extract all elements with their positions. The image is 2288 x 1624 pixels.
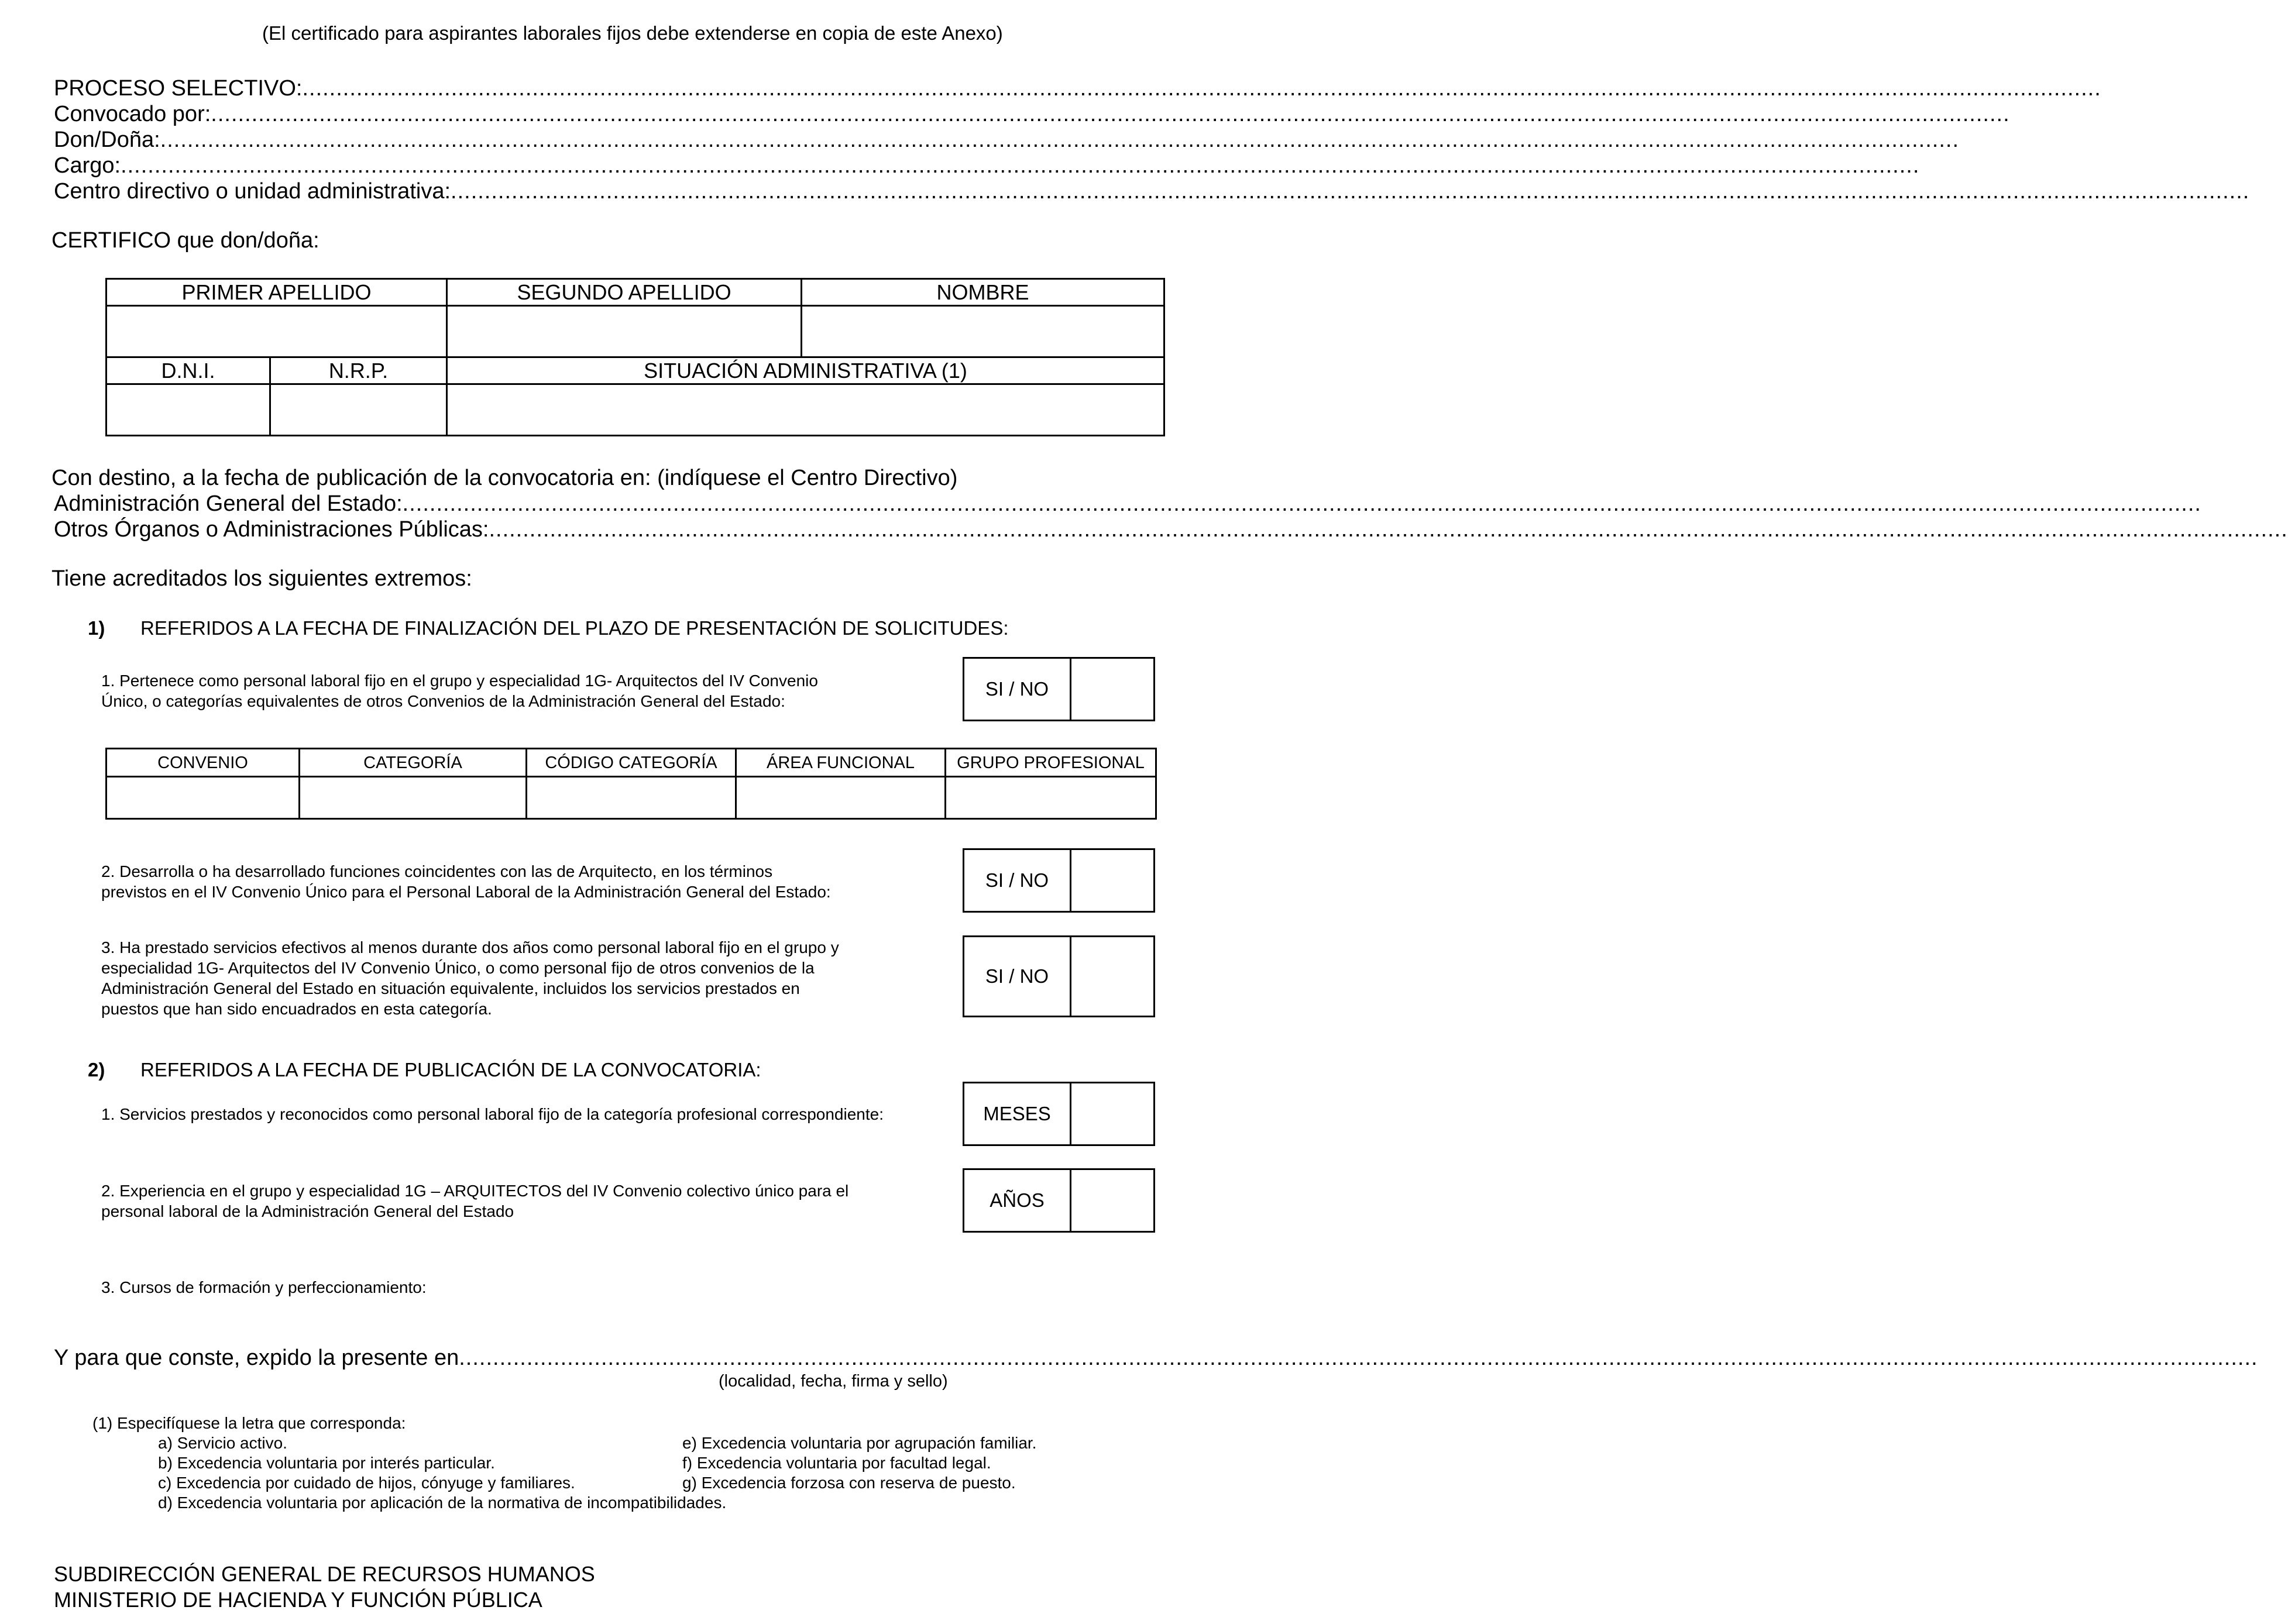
section2-item1-text: 1. Servicios prestados y reconocidos como personal laboral fijo de la categoría profesional correspondiente: bbox=[101, 1105, 884, 1123]
footnote-g: g) Excedencia forzosa con reserva de puesto. bbox=[682, 1474, 1016, 1492]
nrp-cell[interactable] bbox=[270, 384, 447, 436]
nombre-header: NOMBRE bbox=[802, 279, 1164, 306]
footer-line1: SUBDIRECCIÓN GENERAL DE RECURSOS HUMANOS bbox=[54, 1562, 595, 1586]
section2-title: REFERIDOS A LA FECHA DE PUBLICACIÓN DE LA CONVOCATORIA: bbox=[140, 1059, 761, 1081]
footnote-f: f) Excedencia voluntaria por facultad legal. bbox=[682, 1454, 991, 1472]
segundo-apellido-header: SEGUNDO APELLIDO bbox=[447, 279, 802, 306]
segundo-apellido-cell[interactable] bbox=[447, 306, 802, 357]
centro-directivo-label: Centro directivo o unidad administrativa: bbox=[54, 179, 451, 204]
section1-item3-text bbox=[101, 937, 839, 1019]
area-funcional-header: ÁREA FUNCIONAL bbox=[736, 749, 946, 777]
section1-item1-line2: Único, o categorías equivalentes de otros Convenios de la Administración General del Estado: bbox=[101, 692, 785, 710]
si-no-label: SI / NO bbox=[964, 850, 1071, 911]
footnote-c: c) Excedencia por cuidado de hijos, cónyuge y familiares. bbox=[158, 1474, 575, 1492]
section2-item2-line1: 2. Experiencia en el grupo y especialidad 1G – ARQUITECTOS del IV Convenio colectivo único para el bbox=[101, 1182, 849, 1200]
dni-cell[interactable] bbox=[107, 384, 270, 436]
section1-item3-answer[interactable] bbox=[1071, 937, 1153, 1016]
section1-item2-box bbox=[963, 848, 1155, 913]
convenio-table bbox=[105, 748, 1157, 820]
section1-item3-line1: 3. Ha prestado servicios efectivos al menos durante dos años como personal laboral fijo en el grupo y bbox=[101, 938, 839, 956]
categoria-cell[interactable] bbox=[300, 777, 527, 819]
footnote-e: e) Excedencia voluntaria por agrupación familiar. bbox=[682, 1434, 1037, 1452]
section1-item1-line1: 1. Pertenece como personal laboral fijo en el grupo y especialidad 1G- Arquitectos del IV Convenio bbox=[101, 672, 818, 690]
codigo-categoria-header: CÓDIGO CATEGORÍA bbox=[527, 749, 736, 777]
age-field[interactable]: Administración General del Estado: .......................................................................................................................................................................................................................................................................... bbox=[54, 491, 2201, 516]
section1-number: 1) bbox=[88, 617, 105, 639]
section1-item1-answer[interactable] bbox=[1071, 659, 1153, 720]
footnote-intro: (1) Especifíquese la letra que corresponda: bbox=[92, 1414, 406, 1432]
convocado-por-label: Convocado por: bbox=[54, 102, 211, 126]
dni-header: D.N.I. bbox=[107, 357, 270, 384]
convenio-cell[interactable] bbox=[107, 777, 300, 819]
nrp-header: N.R.P. bbox=[270, 357, 447, 384]
cargo-label: Cargo: bbox=[54, 153, 121, 178]
expido-label: Y para que conste, expido la presente en bbox=[54, 1346, 459, 1370]
expido-field[interactable]: Y para que conste, expido la presente en .......................................................................................................................................................................................................................................................................... bbox=[54, 1346, 2258, 1370]
meses-label: MESES bbox=[964, 1083, 1071, 1144]
codigo-categoria-cell[interactable] bbox=[527, 777, 736, 819]
section2-item2-box bbox=[963, 1168, 1155, 1233]
section2-item2-line2: personal laboral de la Administración General del Estado bbox=[101, 1202, 514, 1220]
section1-item2-text bbox=[101, 861, 831, 902]
section1-item1-box bbox=[963, 657, 1155, 721]
destino-intro: Con destino, a la fecha de publicación de la convocatoria en: (indíquese el Centro Directivo) bbox=[51, 466, 958, 490]
section2-item3-text: 3. Cursos de formación y perfeccionamiento: bbox=[101, 1278, 427, 1296]
si-no-label: SI / NO bbox=[964, 659, 1071, 720]
expido-note: (localidad, fecha, firma y sello) bbox=[719, 1372, 948, 1391]
section1-item2-line2: previstos en el IV Convenio Único para el Personal Laboral de la Administración General del Estado: bbox=[101, 883, 831, 901]
anos-answer[interactable] bbox=[1071, 1170, 1153, 1231]
convocado-por-field[interactable]: Convocado por: .......................................................................................................................................................................................................................................................................... bbox=[54, 102, 2010, 126]
proceso-selectivo-field[interactable]: PROCESO SELECTIVO: .......................................................................................................................................................................................................................................................................... bbox=[54, 76, 2101, 101]
primer-apellido-cell[interactable] bbox=[107, 306, 447, 357]
section1-item2-line1: 2. Desarrolla o ha desarrollado funciones coincidentes con las de Arquitecto, en los términos bbox=[101, 862, 773, 880]
proceso-selectivo-label: PROCESO SELECTIVO: bbox=[54, 76, 303, 101]
categoria-header: CATEGORÍA bbox=[300, 749, 527, 777]
section2-item2-text bbox=[101, 1181, 848, 1222]
convenio-header: CONVENIO bbox=[107, 749, 300, 777]
area-funcional-cell[interactable] bbox=[736, 777, 946, 819]
section1-title: REFERIDOS A LA FECHA DE FINALIZACIÓN DEL PLAZO DE PRESENTACIÓN DE SOLICITUDES: bbox=[140, 617, 1009, 639]
situacion-header: SITUACIÓN ADMINISTRATIVA (1) bbox=[447, 357, 1164, 384]
nombre-cell[interactable] bbox=[802, 306, 1164, 357]
meses-answer[interactable] bbox=[1071, 1083, 1153, 1144]
anos-label: AÑOS bbox=[964, 1170, 1071, 1231]
footnote-b: b) Excedencia voluntaria por interés particular. bbox=[158, 1454, 495, 1472]
section1-item3-line3: Administración General del Estado en situación equivalente, incluidos los servicios prestados en bbox=[101, 979, 800, 997]
section1-item3-box bbox=[963, 935, 1155, 1017]
grupo-profesional-cell[interactable] bbox=[946, 777, 1156, 819]
section2-number: 2) bbox=[88, 1059, 105, 1081]
si-no-label: SI / NO bbox=[964, 937, 1071, 1016]
don-dona-label: Don/Doña: bbox=[54, 128, 160, 152]
don-dona-field[interactable]: Don/Doña: .......................................................................................................................................................................................................................................................................... bbox=[54, 128, 1959, 152]
primer-apellido-header: PRIMER APELLIDO bbox=[107, 279, 447, 306]
grupo-profesional-header: GRUPO PROFESIONAL bbox=[946, 749, 1156, 777]
otros-organos-field[interactable]: Otros Órganos o Administraciones Públicas: .......................................................................................................................................................................................................................................................................... bbox=[54, 517, 2288, 542]
certifico-heading: CERTIFICO que don/doña: bbox=[51, 228, 320, 253]
cargo-field[interactable]: Cargo: .......................................................................................................................................................................................................................................................................... bbox=[54, 153, 1920, 178]
extremos-heading: Tiene acreditados los siguientes extremos: bbox=[51, 566, 472, 591]
footnote-a: a) Servicio activo. bbox=[158, 1434, 287, 1452]
centro-directivo-field[interactable]: Centro directivo o unidad administrativa: .......................................................................................................................................................................................................................................................................... bbox=[54, 179, 2250, 204]
footnote-d: d) Excedencia voluntaria por aplicación de la normativa de incompatibilidades. bbox=[158, 1494, 727, 1512]
personal-data-table bbox=[105, 278, 1165, 436]
situacion-cell[interactable] bbox=[447, 384, 1164, 436]
section2-item1-box bbox=[963, 1082, 1155, 1146]
header-note: (El certificado para aspirantes laborales fijos debe extenderse en copia de este Anexo) bbox=[262, 22, 1003, 44]
section1-item3-line4: puestos que han sido encuadrados en esta categoría. bbox=[101, 1000, 492, 1018]
section1-item2-answer[interactable] bbox=[1071, 850, 1153, 911]
section1-item3-line2: especialidad 1G- Arquitectos del IV Convenio Único, o como personal fijo de otros convenios de la bbox=[101, 959, 815, 977]
footer-line2: MINISTERIO DE HACIENDA Y FUNCIÓN PÚBLICA bbox=[54, 1588, 542, 1612]
section1-item1-text bbox=[101, 670, 818, 711]
age-label: Administración General del Estado: bbox=[54, 491, 403, 516]
otros-organos-label: Otros Órganos o Administraciones Públicas: bbox=[54, 517, 489, 542]
